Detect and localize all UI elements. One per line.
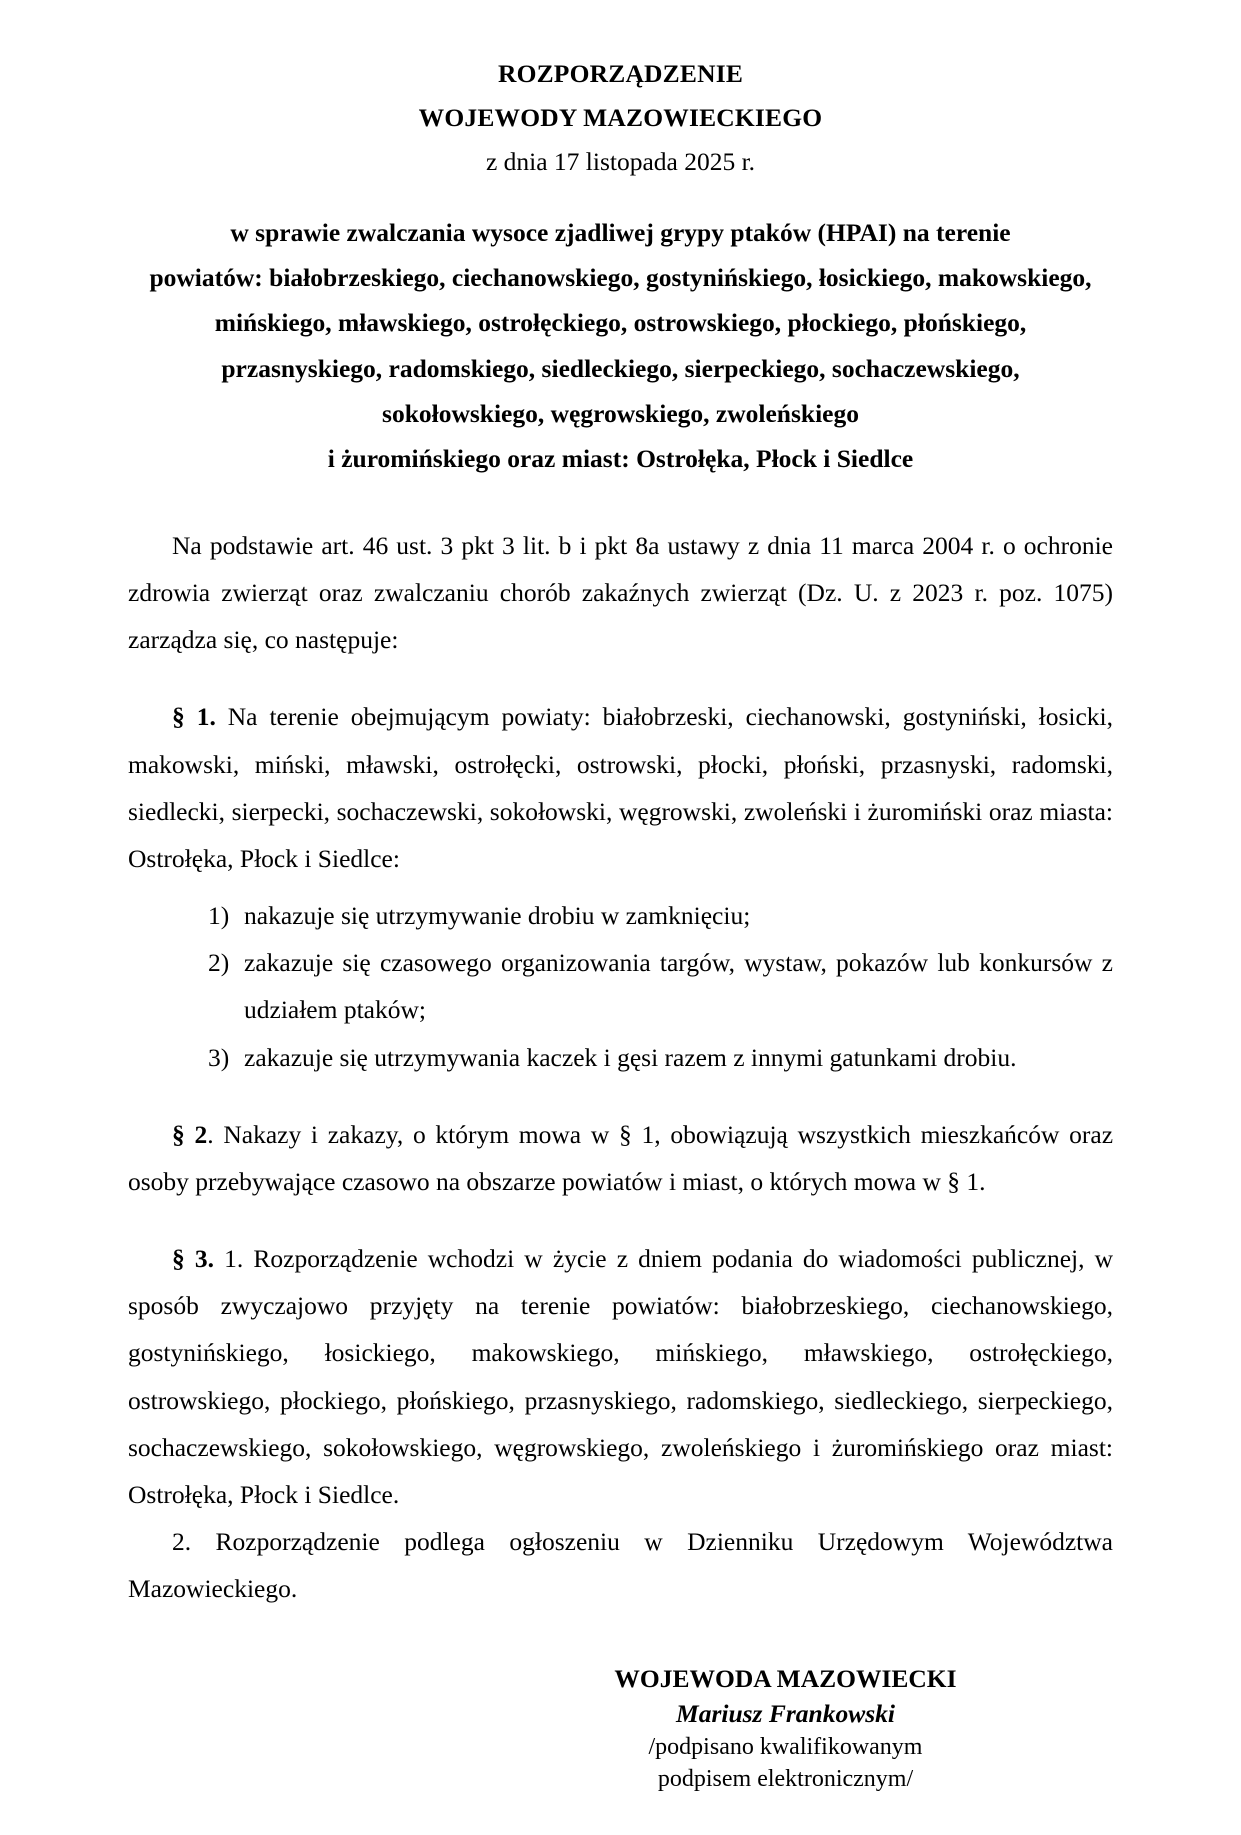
subject-line: i żuromińskiego oraz miast: Ostrołęka, Płock i Siedlce [327,444,914,474]
subject-block [128,210,1113,482]
signatory-role: WOJEWODA MAZOWIECKI [614,1664,957,1694]
list-item-marker: 1) [208,901,230,931]
subject-line: przasnyskiego, radomskiego, siedleckiego, sierpeckiego, sochaczewskiego, [221,353,1020,383]
spacer [128,482,1113,522]
subject-line: powiatów: białobrzeskiego, ciechanowskiego, gostynińskiego, łosickiego, makowskiego, [149,262,1092,292]
section-2-text: . Nakazy i zakazy, o którym mowa w § 1, obowiązują wszystkich mieszkańców oraz osoby przebywające czasowo na obszarze powiatów i miast, o których mowa w § 1. [128,1119,1114,1196]
issuing-authority: WOJEWODY MAZOWIECKIEGO [418,102,823,132]
list-item [208,892,1113,939]
section-1-text: Na terenie obejmującym powiaty: białobrzeski, ciechanowski, gostyniński, łosicki, makowski, miński, mławski, ostrołęcki, ostrowski, płocki, płoński, przasnyski, radomski, siedlecki, sierpecki, sochaczewski, sokołowski, węgrowski, zwoleński i żuromiński oraz miasta: Ostrołęka, Płock i Siedlce: [128,702,1114,873]
spacer [128,1081,1113,1111]
section-3-paragraph-2: 2. Rozporządzenie podlega ogłoszeniu w Dzienniku Urzędowym Województwa Mazowieckiego. [128,1527,1113,1604]
spacer [128,663,1113,693]
page-title: ROZPORZĄDZENIE [497,59,744,88]
spacer [128,1205,1113,1235]
section-2-marker: § 2 [172,1119,208,1149]
list-item-text: zakazuje się czasowego organizowania targów, wystaw, pokazów lub konkursów z udziałem ptaków; [244,948,1113,1025]
list-item [208,939,1113,1033]
electronic-signature-note-line-1: /podpisano kwalifikowanym [648,1733,923,1760]
section-1-paragraph [128,693,1113,882]
subject-line: mińskiego, mławskiego, ostrołęckiego, ostrowskiego, płockiego, płońskiego, [214,308,1027,338]
list-item-text: zakazuje się utrzymywania kaczek i gęsi razem z innymi gatunkami drobiu. [244,1042,1017,1072]
signatory-name: Mariusz Frankowski [676,1698,895,1728]
section-3-marker: § 3. [172,1244,215,1274]
document-body [128,52,1113,1795]
subject-line: sokołowskiego, węgrowskiego, zwoleńskiego [382,399,859,429]
signature-block [128,1662,1113,1795]
electronic-signature-note-line-2: podpisem elektronicznym/ [657,1765,914,1792]
list-item-marker: 3) [208,1042,230,1072]
list-item-marker: 2) [208,948,230,978]
document-header [128,52,1113,184]
subject-line: w sprawie zwalczania wysoce zjadliwej grypy ptaków (HPAI) na terenie [230,217,1011,247]
list-item [208,1034,1113,1081]
section-3-paragraph-1 [128,1235,1113,1518]
section-1-marker: § 1. [172,702,216,732]
section-1-list [128,892,1113,1081]
issue-date: z dnia 17 listopada 2025 r. [485,146,756,176]
preamble-paragraph: Na podstawie art. 46 ust. 3 pkt 3 lit. b i pkt 8a ustawy z dnia 11 marca 2004 r. o ochronie zdrowia zwierząt oraz zwalczaniu chorób zakaźnych zwierząt (Dz. U. z 2023 r. poz. 1075) zarządza się, co następuje: [128,530,1113,655]
list-item-text: nakazuje się utrzymywanie drobiu w zamknięciu; [244,901,751,931]
section-2-paragraph [128,1111,1113,1205]
section-3-text-1: 1. Rozporządzenie wchodzi w życie z dniem podania do wiadomości publicznej, w sposób zwyczajowo przyjęty na terenie powiatów: białobrzeskiego, ciechanowskiego, gostynińskiego, łosickiego, makowskiego, mińskiego, mławskiego, ostrołęckiego, ostrowskiego, płockiego, płońskiego, przasnyskiego, radomskiego, siedleckiego, sierpeckiego, sochaczewskiego, sokołowskiego, węgrowskiego, zwoleńskiego i żuromińskiego oraz miast: Ostrołęka, Płock i Siedlce. [128,1244,1114,1509]
